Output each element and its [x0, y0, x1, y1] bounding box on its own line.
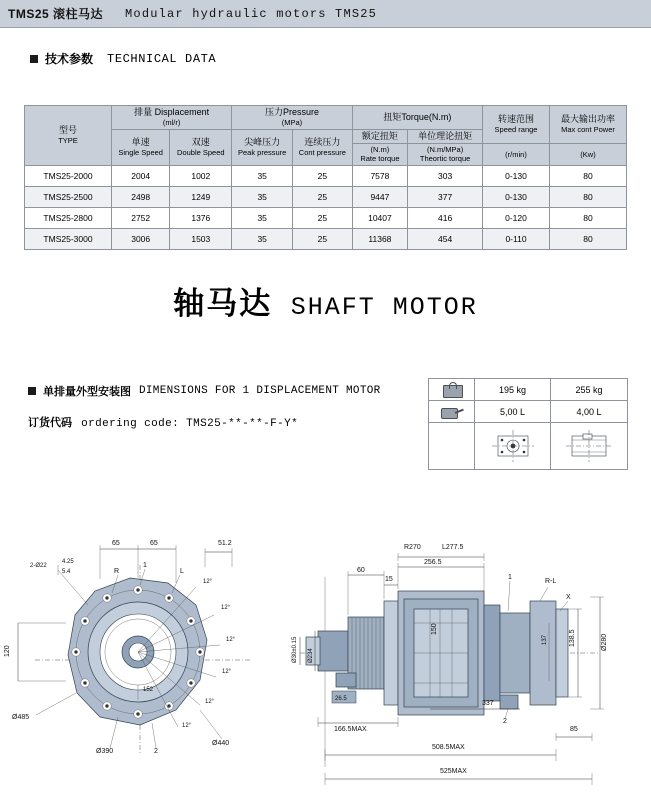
th-disp-unit: (ml/r) [162, 118, 181, 128]
cell-theoretic: 377 [408, 186, 483, 207]
svg-text:60: 60 [357, 567, 365, 574]
svg-text:166.5MAX: 166.5MAX [334, 726, 367, 733]
svg-text:2: 2 [154, 748, 158, 755]
th-speed-unit: (r/min) [505, 149, 527, 159]
cell-double: 1503 [170, 228, 232, 249]
header-title-en: Modular hydraulic motors TMS25 [125, 6, 378, 21]
cell-cont: 25 [293, 186, 353, 207]
cell-power: 80 [550, 165, 627, 186]
cell-speed: 0-130 [483, 165, 550, 186]
svg-text:Ø485: Ø485 [12, 714, 30, 721]
flange-sketch-2 [551, 423, 627, 469]
oil-value-2: 4,00 L [551, 401, 627, 423]
cell-type: TMS25-2500 [25, 186, 112, 207]
flange-sketch-svg-2 [556, 426, 622, 466]
th-single-speed [112, 129, 170, 165]
th-speed [483, 106, 550, 144]
th-unit-torque [408, 129, 483, 143]
svg-text:12°: 12° [221, 605, 231, 611]
cell-type: TMS25-3000 [25, 228, 112, 249]
oil-icon-cell [429, 401, 475, 423]
weight-value-2: 255 kg [551, 379, 627, 401]
cell-double: 1002 [170, 165, 232, 186]
empty-cell [429, 423, 475, 469]
table-row [25, 228, 627, 249]
th-speed-cn: 转速范围 [497, 114, 534, 125]
weight-icon [441, 382, 463, 398]
tech-heading-en: TECHNICAL DATA [107, 51, 217, 66]
th-unit-u2: Theortic torque [419, 154, 471, 164]
svg-text:2-Ø22: 2-Ø22 [30, 563, 47, 569]
th-press-cn: 压力Pressure [264, 107, 319, 117]
th-power [550, 106, 627, 144]
th-power-en: Max cont Power [561, 125, 615, 135]
drawings-svg [0, 505, 651, 797]
cell-single: 2752 [112, 207, 170, 228]
th-cont-pressure [293, 129, 353, 165]
svg-text:137: 137 [542, 634, 548, 645]
svg-text:5.4: 5.4 [62, 569, 71, 575]
th-displacement [112, 106, 232, 130]
cell-peak: 35 [232, 228, 293, 249]
th-unit-cn: 单位理论扭矩 [418, 130, 473, 141]
svg-text:R-L: R-L [545, 578, 557, 585]
cell-cont: 25 [293, 165, 353, 186]
order-code-cn: 订货代码 [28, 417, 72, 429]
svg-text:256.5: 256.5 [424, 559, 442, 566]
cell-speed: 0-110 [483, 228, 550, 249]
dim-heading-en: DIMENSIONS FOR 1 DISPLACEMENT MOTOR [139, 385, 381, 397]
cell-single: 3006 [112, 228, 170, 249]
th-double-cn: 双速 [191, 136, 210, 147]
svg-text:65: 65 [150, 540, 158, 547]
cell-double: 1376 [170, 207, 232, 228]
svg-text:26.5: 26.5 [335, 696, 347, 702]
th-rated-units [352, 143, 408, 165]
th-power-cn: 最大输出功率 [560, 114, 615, 125]
th-power-units [550, 143, 627, 165]
svg-text:Ø440: Ø440 [212, 740, 230, 747]
svg-text:51.2: 51.2 [218, 540, 232, 547]
th-speed-en: Speed range [494, 125, 538, 135]
svg-text:337: 337 [482, 700, 494, 707]
cell-double: 1249 [170, 186, 232, 207]
th-cont-cn: 连续压力 [304, 136, 341, 147]
cell-peak: 35 [232, 165, 293, 186]
cell-peak: 35 [232, 207, 293, 228]
th-rated-u1: (N.m) [370, 144, 390, 154]
th-disp-cn: 排量 Displacement [134, 107, 210, 117]
cell-power: 80 [550, 186, 627, 207]
section-view-drawing [292, 544, 608, 785]
th-unit-units [408, 143, 483, 165]
th-speed-units [483, 143, 550, 165]
svg-text:152: 152 [143, 687, 154, 693]
svg-text:12°: 12° [205, 699, 215, 705]
page-header [0, 0, 651, 28]
table-header-row-1 [25, 106, 627, 130]
th-unit-u1: (N.m/MPa) [426, 144, 464, 154]
svg-text:2: 2 [503, 718, 507, 725]
svg-text:X: X [566, 594, 571, 601]
th-rated-torque [352, 129, 408, 143]
page-title-cn: 轴马达 [173, 286, 273, 321]
weight-oil-table [428, 378, 628, 470]
svg-text:12°: 12° [182, 723, 192, 729]
svg-text:15: 15 [385, 576, 393, 583]
svg-text:R270: R270 [404, 544, 421, 551]
svg-text:1: 1 [143, 562, 147, 569]
tech-heading-cn: 技术参数 [45, 52, 94, 66]
svg-text:12°: 12° [222, 669, 232, 675]
th-rated-cn: 额定扭矩 [361, 130, 398, 141]
svg-text:L277.5: L277.5 [442, 544, 464, 551]
svg-text:1: 1 [508, 574, 512, 581]
header-title-cn: TMS25 滚柱马达 [8, 7, 104, 21]
svg-text:120: 120 [4, 645, 11, 657]
weight-value-1: 195 kg [475, 379, 551, 401]
svg-text:12°: 12° [226, 637, 236, 643]
front-view-drawing [4, 540, 250, 755]
svg-text:65: 65 [112, 540, 120, 547]
cell-peak: 35 [232, 186, 293, 207]
cell-cont: 25 [293, 207, 353, 228]
th-peak-en: Peak pressure [237, 148, 287, 158]
weight-icon-cell [429, 379, 475, 401]
cell-rated: 10407 [352, 207, 408, 228]
th-rated-u2: Rate torque [360, 154, 400, 164]
svg-text:138.5: 138.5 [569, 629, 576, 647]
cell-theoretic: 454 [408, 228, 483, 249]
oil-can-icon [440, 404, 464, 419]
svg-text:Ø234: Ø234 [308, 648, 314, 663]
th-single-cn: 单速 [131, 136, 150, 147]
svg-text:L: L [180, 568, 184, 575]
table-row [25, 165, 627, 186]
svg-text:85: 85 [570, 726, 578, 733]
svg-text:12°: 12° [203, 579, 213, 585]
dim-heading-cn: 单排量外型安装图 [43, 386, 131, 398]
bullet-square-icon [30, 55, 38, 63]
cell-speed: 0-130 [483, 186, 550, 207]
cell-single: 2498 [112, 186, 170, 207]
flange-sketch-svg-1 [480, 426, 546, 466]
th-cont-en: Cont pressure [298, 148, 346, 158]
page-title [0, 278, 651, 323]
svg-text:Ø280: Ø280 [601, 633, 608, 651]
cell-cont: 25 [293, 228, 353, 249]
th-pressure [232, 106, 352, 130]
order-code-en: ordering code: TMS25-**-**-F-Y* [81, 418, 299, 430]
svg-text:525MAX: 525MAX [440, 768, 467, 775]
th-peak-cn: 尖峰压力 [244, 136, 281, 147]
technical-drawings [0, 505, 651, 797]
th-type-en: TYPE [58, 136, 78, 146]
th-torque [352, 106, 482, 130]
cell-power: 80 [550, 228, 627, 249]
flange-sketch-1 [475, 423, 551, 469]
th-double-en: Double Speed [177, 148, 225, 158]
table-row [25, 207, 627, 228]
th-torque-cn: 扭矩Torque(N.m) [383, 111, 452, 122]
oil-value-1: 5,00 L [475, 401, 551, 423]
page-title-en: SHAFT MOTOR [290, 293, 478, 322]
th-power-unit: (Kw) [580, 149, 596, 159]
cell-speed: 0-120 [483, 207, 550, 228]
cell-rated: 9447 [352, 186, 408, 207]
bullet-square-icon [28, 387, 36, 395]
th-peak-pressure [232, 129, 293, 165]
cell-type: TMS25-2800 [25, 207, 112, 228]
svg-text:R: R [114, 568, 120, 575]
ordering-code [28, 414, 298, 430]
cell-single: 2004 [112, 165, 170, 186]
th-single-en: Single Speed [118, 148, 163, 158]
cell-power: 80 [550, 207, 627, 228]
cell-type: TMS25-2000 [25, 165, 112, 186]
specification-table [24, 105, 627, 250]
cell-rated: 7578 [352, 165, 408, 186]
th-double-speed [170, 129, 232, 165]
cell-theoretic: 303 [408, 165, 483, 186]
cell-theoretic: 416 [408, 207, 483, 228]
svg-text:150: 150 [431, 623, 438, 635]
svg-text:Ø30±0.15: Ø30±0.15 [292, 636, 298, 663]
technical-data-heading [30, 50, 216, 67]
th-type-cn: 型号 [58, 125, 77, 135]
spec-table-wrapper [24, 105, 627, 250]
cell-rated: 11368 [352, 228, 408, 249]
table-row [25, 186, 627, 207]
svg-text:4.25: 4.25 [62, 559, 74, 565]
svg-text:Ø390: Ø390 [96, 748, 114, 755]
dimensions-heading [28, 383, 381, 399]
svg-text:508.5MAX: 508.5MAX [432, 744, 465, 751]
th-press-unit: (MPa) [281, 118, 303, 128]
th-type [25, 106, 112, 166]
